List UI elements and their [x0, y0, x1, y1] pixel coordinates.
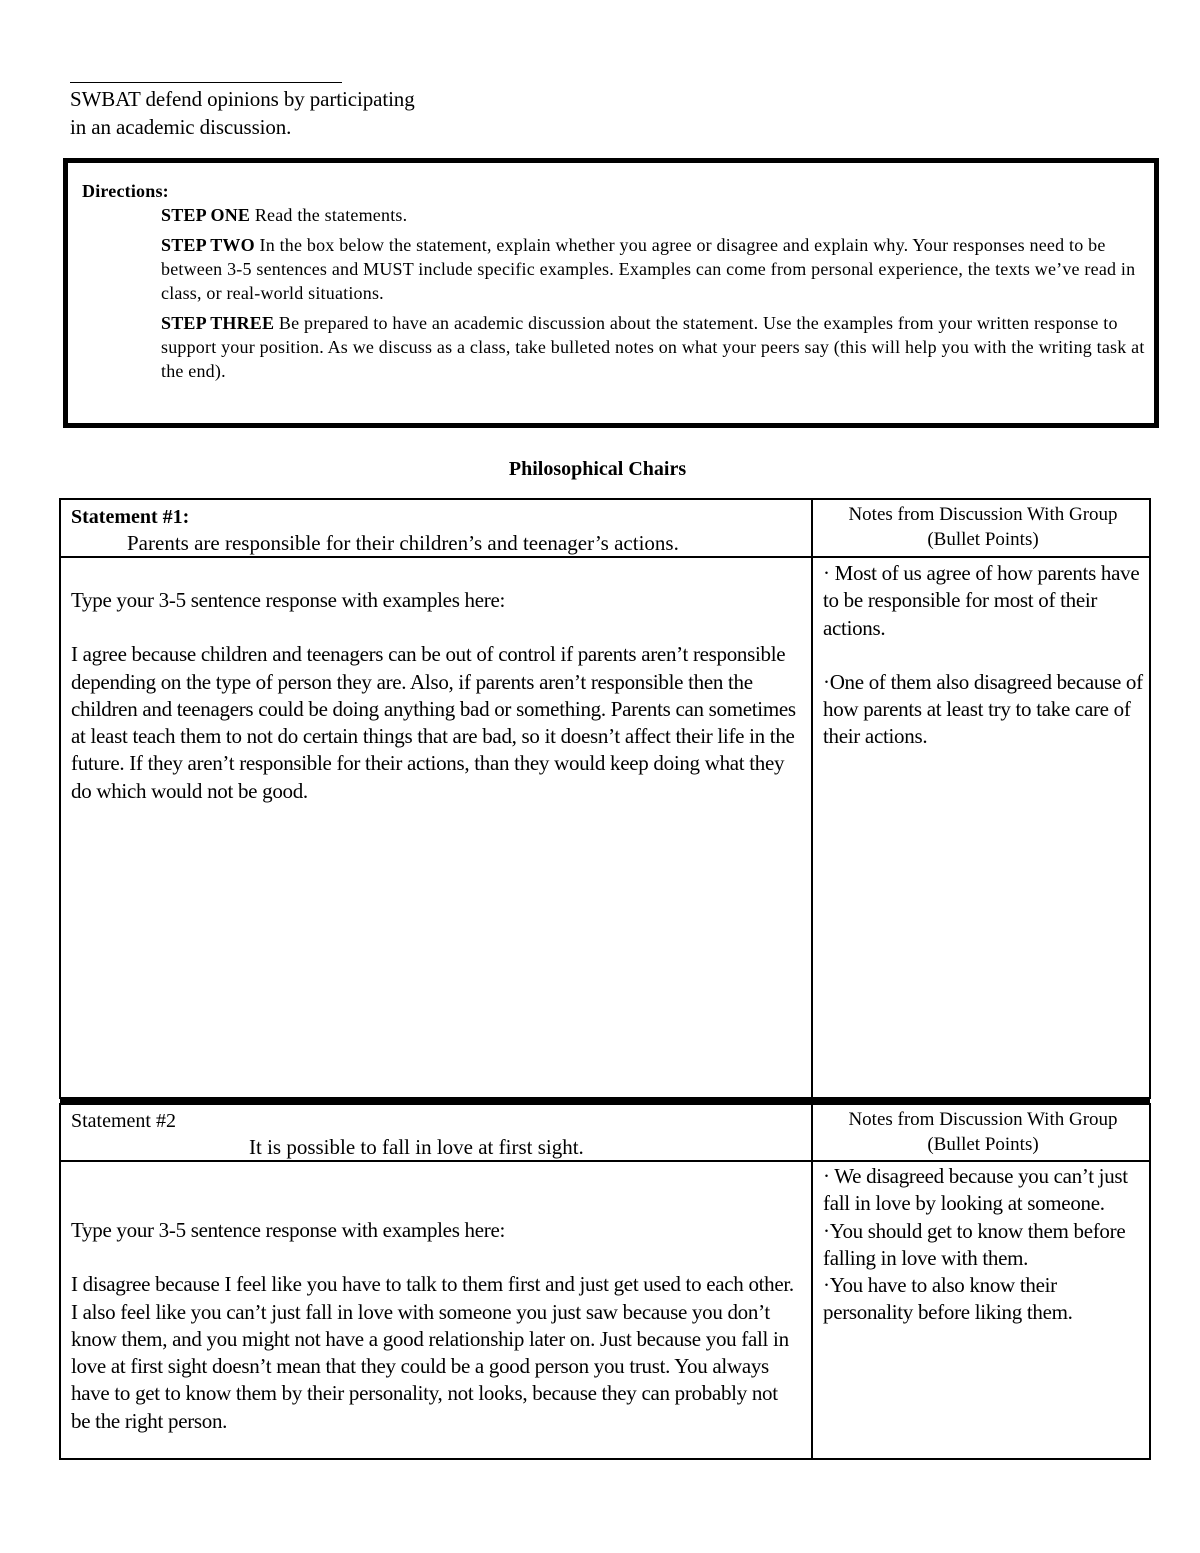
statement-2-notes-cell[interactable] — [812, 1161, 1150, 1459]
notes-header-1 — [823, 500, 1143, 552]
statement-2-response-text: I disagree because I feel like you have to talk to them first and just get used to each other. I also feel like you can’t just fall in love with someone you just saw because you don’t know them, and you might not have a good relationship later on. Just because you fall in love at first sight doesn’t mean that they could be a good person you trust. You always have to get to know them by their personality, not looks, because they can probably not be the right person. — [71, 1272, 794, 1433]
step-one-label: STEP ONE — [161, 205, 251, 225]
statement-2-response-prompt: Type your 3-5 sentence response with examples here: — [71, 1218, 505, 1242]
statement-2-text: It is possible to fall in love at first sight. — [249, 1135, 584, 1159]
statement-1-text: Parents are responsible for their children’s and teenager’s actions. — [127, 531, 679, 555]
statement-2-response-cell[interactable] — [60, 1161, 812, 1459]
step-one-text: Read the statements. — [250, 205, 408, 225]
statement-2-note: · We disagreed because you can’t just fall in love by looking at someone. — [823, 1164, 1128, 1216]
statement-1-response-prompt: Type your 3-5 sentence response with examples here: — [71, 588, 505, 612]
notes-header-2-line-1: Notes from Discussion With Group — [848, 1109, 1118, 1130]
step-three-label: STEP THREE — [161, 313, 275, 333]
objective-line-2: in an academic discussion. — [70, 115, 292, 139]
directions-label: Directions: — [82, 181, 169, 201]
step-two-text: In the box below the statement, explain whether you agree or disagree and explain why. Your responses need to be between 3-5 sentences and MUST include specific examples. Examples can come from personal experience, the texts we’ve read in class, or real-world situations. — [161, 235, 1136, 303]
step-three — [161, 311, 1154, 383]
statement-1-header — [60, 499, 812, 557]
notes-header-1-line-2: (Bullet Points) — [927, 529, 1039, 550]
statement-2-note: ·You have to also know their personality before liking them. — [823, 1273, 1073, 1325]
statement-1-notes-header — [812, 499, 1150, 557]
step-two — [161, 233, 1154, 305]
statement-1-note: · Most of us agree of how parents have to be responsible for most of their actions. — [823, 561, 1140, 640]
statement-1-response-text: I agree because children and teenagers can be out of control if parents aren’t responsible depending on the type of person they are. Also, if parents aren’t responsible then the children and teenagers could be doing anything bad or something. Parents can sometimes at least teach them to not do certain things that are bad, so it doesn’t affect their life in the future. If they aren’t responsible for their actions, than they would keep doing what they do which would not be good. — [71, 642, 796, 803]
statement-2-response-row — [60, 1161, 1150, 1459]
statement-2-note: ·You should get to know them before falling in love with them. — [823, 1218, 1126, 1270]
chairs-table — [59, 498, 1151, 1460]
directions-box — [63, 158, 1159, 428]
statement-1-label: Statement #1: — [71, 506, 190, 528]
separator-line — [60, 1099, 1150, 1103]
page-title: Philosophical Chairs — [508, 458, 687, 480]
statement-1-notes-cell[interactable] — [812, 557, 1150, 1098]
step-one — [161, 203, 1154, 227]
statement-1-header-row — [60, 499, 1150, 557]
notes-header-2-line-2: (Bullet Points) — [927, 1134, 1039, 1155]
step-two-label: STEP TWO — [161, 235, 255, 255]
name-blank-line — [70, 82, 342, 83]
objective-line-1: SWBAT defend opinions by participating — [70, 87, 415, 111]
step-three-text: Be prepared to have an academic discussion about the statement. Use the examples from your written response to support your position. As we discuss as a class, take bulleted notes on what your peers say (this will help you with the writing task at the end). — [161, 313, 1145, 381]
statement-2-notes-header — [812, 1104, 1150, 1161]
notes-header-2 — [823, 1105, 1143, 1157]
objective — [70, 85, 415, 141]
statement-1-note: ·One of them also disagreed because of how parents at least try to take care of their actions. — [823, 669, 1143, 749]
statement-2-header-row — [60, 1104, 1150, 1161]
statement-1-response-cell[interactable] — [60, 557, 812, 1098]
statement-2-header — [60, 1104, 812, 1161]
statement-2-label: Statement #2 — [71, 1110, 176, 1132]
notes-header-1-line-1: Notes from Discussion With Group — [848, 504, 1118, 525]
statement-1-response-row — [60, 557, 1150, 1098]
